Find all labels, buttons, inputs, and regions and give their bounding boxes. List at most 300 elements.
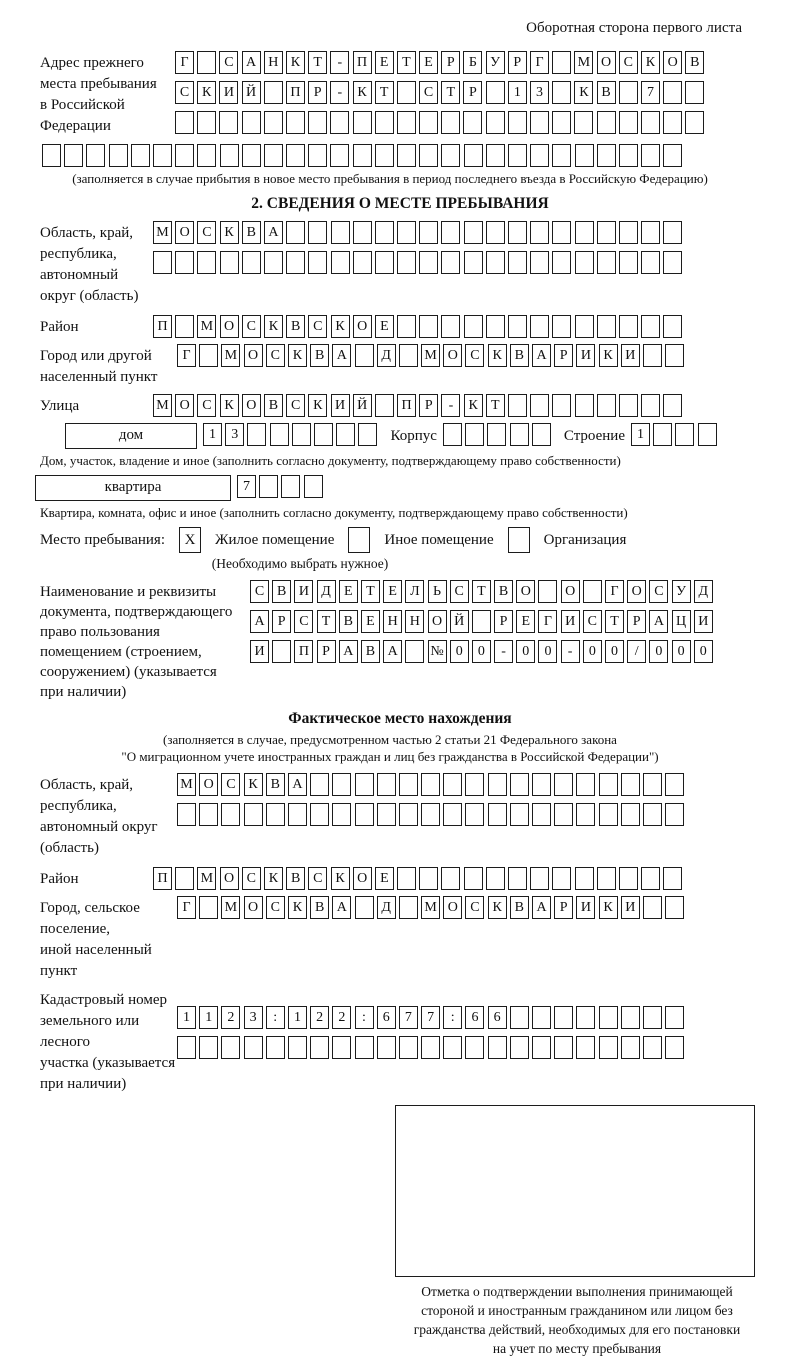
char-box[interactable] (375, 394, 394, 417)
char-box[interactable] (530, 221, 549, 244)
char-box[interactable] (330, 111, 349, 134)
char-box[interactable] (397, 251, 416, 274)
char-box[interactable]: А (250, 610, 269, 633)
char-box[interactable] (464, 867, 483, 890)
char-box[interactable]: О (175, 221, 194, 244)
char-box[interactable]: К (574, 81, 593, 104)
char-box[interactable] (353, 144, 372, 167)
char-box[interactable] (421, 1036, 440, 1059)
char-box[interactable] (575, 394, 594, 417)
char-box[interactable]: Г (175, 51, 194, 74)
char-box[interactable] (259, 475, 278, 498)
char-box[interactable] (175, 251, 194, 274)
char-box[interactable] (419, 251, 438, 274)
char-box[interactable]: В (339, 610, 358, 633)
char-box[interactable]: Д (377, 344, 396, 367)
char-box[interactable]: Ь (428, 580, 447, 603)
char-box[interactable]: К (599, 344, 618, 367)
char-box[interactable] (621, 1006, 640, 1029)
char-box[interactable]: 0 (472, 640, 491, 663)
char-box[interactable] (486, 251, 505, 274)
char-box[interactable]: И (621, 896, 640, 919)
char-box[interactable] (552, 144, 571, 167)
char-box[interactable]: В (272, 580, 291, 603)
char-box[interactable]: В (685, 51, 704, 74)
checkbox-organizatsiya[interactable] (508, 527, 530, 553)
char-box[interactable] (486, 221, 505, 244)
char-box[interactable] (197, 111, 216, 134)
char-box[interactable]: 1 (508, 81, 527, 104)
char-box[interactable]: О (244, 896, 263, 919)
char-box[interactable] (443, 1036, 462, 1059)
char-box[interactable] (264, 251, 283, 274)
char-box[interactable]: П (353, 51, 372, 74)
char-box[interactable] (510, 423, 529, 446)
char-box[interactable] (399, 803, 418, 826)
char-box[interactable]: В (286, 315, 305, 338)
char-box[interactable]: Н (264, 51, 283, 74)
char-box[interactable]: С (266, 344, 285, 367)
char-box[interactable] (574, 111, 593, 134)
char-box[interactable]: Е (375, 51, 394, 74)
char-box[interactable] (698, 423, 717, 446)
char-box[interactable]: 3 (244, 1006, 263, 1029)
char-box[interactable]: Р (317, 640, 336, 663)
char-box[interactable]: Р (494, 610, 513, 633)
char-box[interactable] (554, 803, 573, 826)
char-box[interactable]: Т (397, 51, 416, 74)
char-box[interactable]: С (219, 51, 238, 74)
char-box[interactable] (575, 221, 594, 244)
char-box[interactable]: Т (441, 81, 460, 104)
char-box[interactable] (355, 773, 374, 796)
char-box[interactable] (599, 803, 618, 826)
char-box[interactable] (331, 251, 350, 274)
char-box[interactable]: 6 (465, 1006, 484, 1029)
char-box[interactable] (643, 773, 662, 796)
char-box[interactable]: А (532, 896, 551, 919)
char-box[interactable]: 0 (583, 640, 602, 663)
char-box[interactable] (530, 315, 549, 338)
char-box[interactable] (472, 610, 491, 633)
char-box[interactable] (599, 1036, 618, 1059)
char-box[interactable]: М (221, 344, 240, 367)
char-box[interactable] (641, 251, 660, 274)
dom-field[interactable]: дом (65, 423, 197, 449)
char-box[interactable] (465, 1036, 484, 1059)
char-box[interactable]: 0 (605, 640, 624, 663)
char-box[interactable]: О (353, 867, 372, 890)
char-box[interactable] (464, 144, 483, 167)
char-box[interactable]: Н (405, 610, 424, 633)
char-box[interactable]: Д (694, 580, 713, 603)
char-box[interactable]: В (510, 896, 529, 919)
char-box[interactable] (199, 1036, 218, 1059)
char-box[interactable] (599, 1006, 618, 1029)
char-box[interactable]: Д (317, 580, 336, 603)
char-box[interactable]: К (264, 867, 283, 890)
char-box[interactable]: Т (361, 580, 380, 603)
char-box[interactable]: Е (375, 867, 394, 890)
char-box[interactable] (663, 111, 682, 134)
char-box[interactable] (281, 475, 300, 498)
char-box[interactable]: И (219, 81, 238, 104)
char-box[interactable] (397, 81, 416, 104)
char-box[interactable] (510, 1006, 529, 1029)
char-box[interactable] (419, 867, 438, 890)
char-box[interactable] (220, 144, 239, 167)
char-box[interactable] (336, 423, 355, 446)
char-box[interactable]: В (361, 640, 380, 663)
char-box[interactable] (665, 1006, 684, 1029)
char-box[interactable]: О (242, 394, 261, 417)
char-box[interactable] (486, 315, 505, 338)
char-box[interactable] (405, 640, 424, 663)
char-box[interactable] (441, 111, 460, 134)
char-box[interactable] (552, 251, 571, 274)
char-box[interactable] (310, 803, 329, 826)
char-box[interactable]: Г (605, 580, 624, 603)
char-box[interactable]: 7 (641, 81, 660, 104)
char-box[interactable] (443, 803, 462, 826)
char-box[interactable] (621, 1036, 640, 1059)
char-box[interactable]: К (353, 81, 372, 104)
char-box[interactable]: К (488, 344, 507, 367)
char-box[interactable]: У (486, 51, 505, 74)
char-box[interactable] (552, 315, 571, 338)
char-box[interactable] (177, 1036, 196, 1059)
char-box[interactable]: Р (554, 344, 573, 367)
char-box[interactable] (665, 773, 684, 796)
char-box[interactable]: П (153, 867, 172, 890)
char-box[interactable] (242, 111, 261, 134)
char-box[interactable]: М (153, 221, 172, 244)
char-box[interactable] (486, 111, 505, 134)
char-box[interactable] (643, 344, 662, 367)
char-box[interactable]: С (583, 610, 602, 633)
char-box[interactable] (199, 896, 218, 919)
char-box[interactable] (419, 315, 438, 338)
char-box[interactable]: - (330, 81, 349, 104)
char-box[interactable] (286, 144, 305, 167)
char-box[interactable] (175, 144, 194, 167)
char-box[interactable]: А (339, 640, 358, 663)
char-box[interactable] (486, 81, 505, 104)
char-box[interactable]: К (220, 221, 239, 244)
char-box[interactable] (397, 867, 416, 890)
char-box[interactable] (597, 315, 616, 338)
char-box[interactable] (530, 251, 549, 274)
char-box[interactable] (288, 803, 307, 826)
char-box[interactable]: № (428, 640, 447, 663)
char-box[interactable] (86, 144, 105, 167)
char-box[interactable]: Т (375, 81, 394, 104)
char-box[interactable]: Р (508, 51, 527, 74)
char-box[interactable] (641, 221, 660, 244)
char-box[interactable] (377, 1036, 396, 1059)
char-box[interactable]: 0 (516, 640, 535, 663)
char-box[interactable] (266, 803, 285, 826)
char-box[interactable] (508, 394, 527, 417)
char-box[interactable] (355, 896, 374, 919)
char-box[interactable] (597, 394, 616, 417)
char-box[interactable] (264, 81, 283, 104)
char-box[interactable] (538, 580, 557, 603)
char-box[interactable]: И (294, 580, 313, 603)
char-box[interactable]: Р (419, 394, 438, 417)
char-box[interactable] (486, 144, 505, 167)
char-box[interactable]: Е (375, 315, 394, 338)
char-box[interactable]: О (428, 610, 447, 633)
char-box[interactable] (314, 423, 333, 446)
char-box[interactable]: К (197, 81, 216, 104)
char-box[interactable] (199, 803, 218, 826)
char-box[interactable] (441, 251, 460, 274)
char-box[interactable] (197, 51, 216, 74)
char-box[interactable] (619, 144, 638, 167)
char-box[interactable] (552, 221, 571, 244)
char-box[interactable]: В (510, 344, 529, 367)
char-box[interactable] (421, 803, 440, 826)
char-box[interactable]: К (464, 394, 483, 417)
char-box[interactable]: С (450, 580, 469, 603)
char-box[interactable] (175, 315, 194, 338)
char-box[interactable]: Й (242, 81, 261, 104)
char-box[interactable] (353, 251, 372, 274)
char-box[interactable] (463, 111, 482, 134)
char-box[interactable] (685, 111, 704, 134)
char-box[interactable]: М (421, 896, 440, 919)
char-box[interactable]: Т (486, 394, 505, 417)
char-box[interactable]: С (197, 221, 216, 244)
char-box[interactable]: В (494, 580, 513, 603)
char-box[interactable]: У (672, 580, 691, 603)
char-box[interactable]: / (627, 640, 646, 663)
char-box[interactable] (308, 111, 327, 134)
char-box[interactable] (663, 144, 682, 167)
char-box[interactable]: К (488, 896, 507, 919)
char-box[interactable]: Г (538, 610, 557, 633)
char-box[interactable] (399, 773, 418, 796)
char-box[interactable]: 2 (221, 1006, 240, 1029)
char-box[interactable]: В (597, 81, 616, 104)
char-box[interactable]: Л (405, 580, 424, 603)
char-box[interactable]: А (649, 610, 668, 633)
char-box[interactable] (355, 1036, 374, 1059)
char-box[interactable] (619, 81, 638, 104)
char-box[interactable] (247, 423, 266, 446)
char-box[interactable]: В (242, 221, 261, 244)
char-box[interactable] (643, 1006, 662, 1029)
char-box[interactable] (663, 315, 682, 338)
char-box[interactable]: 7 (237, 475, 256, 498)
char-box[interactable] (576, 1006, 595, 1029)
char-box[interactable] (270, 423, 289, 446)
char-box[interactable] (575, 315, 594, 338)
char-box[interactable]: 7 (399, 1006, 418, 1029)
char-box[interactable] (441, 144, 460, 167)
char-box[interactable] (643, 1036, 662, 1059)
char-box[interactable]: Д (377, 896, 396, 919)
char-box[interactable] (419, 144, 438, 167)
char-box[interactable]: В (266, 773, 285, 796)
char-box[interactable]: 3 (225, 423, 244, 446)
char-box[interactable] (530, 394, 549, 417)
char-box[interactable] (508, 111, 527, 134)
char-box[interactable]: - (441, 394, 460, 417)
char-box[interactable]: П (294, 640, 313, 663)
char-box[interactable] (242, 144, 261, 167)
char-box[interactable]: 0 (450, 640, 469, 663)
char-box[interactable] (488, 803, 507, 826)
char-box[interactable]: С (286, 394, 305, 417)
char-box[interactable]: Р (554, 896, 573, 919)
char-box[interactable] (510, 803, 529, 826)
char-box[interactable] (641, 867, 660, 890)
char-box[interactable]: Т (605, 610, 624, 633)
char-box[interactable]: О (175, 394, 194, 417)
char-box[interactable]: - (330, 51, 349, 74)
char-box[interactable] (464, 315, 483, 338)
char-box[interactable] (552, 111, 571, 134)
char-box[interactable]: : (266, 1006, 285, 1029)
char-box[interactable] (465, 423, 484, 446)
char-box[interactable]: М (574, 51, 593, 74)
char-box[interactable]: А (264, 221, 283, 244)
char-box[interactable] (220, 251, 239, 274)
char-box[interactable]: М (197, 867, 216, 890)
char-box[interactable] (399, 896, 418, 919)
char-box[interactable]: К (288, 344, 307, 367)
char-box[interactable] (464, 221, 483, 244)
char-box[interactable] (576, 1036, 595, 1059)
char-box[interactable] (663, 867, 682, 890)
checkbox-zhiloe-pomeshchenie[interactable]: X (179, 527, 201, 553)
char-box[interactable]: К (264, 315, 283, 338)
char-box[interactable] (619, 394, 638, 417)
char-box[interactable] (443, 773, 462, 796)
char-box[interactable] (575, 867, 594, 890)
char-box[interactable] (641, 315, 660, 338)
char-box[interactable]: М (197, 315, 216, 338)
char-box[interactable] (242, 251, 261, 274)
char-box[interactable]: 1 (203, 423, 222, 446)
char-box[interactable] (175, 867, 194, 890)
char-box[interactable] (377, 773, 396, 796)
char-box[interactable] (575, 144, 594, 167)
char-box[interactable] (665, 803, 684, 826)
char-box[interactable] (153, 251, 172, 274)
char-box[interactable]: О (443, 344, 462, 367)
char-box[interactable]: И (576, 896, 595, 919)
char-box[interactable]: К (599, 896, 618, 919)
char-box[interactable] (399, 1036, 418, 1059)
char-box[interactable]: П (286, 81, 305, 104)
char-box[interactable] (421, 773, 440, 796)
char-box[interactable] (552, 394, 571, 417)
char-box[interactable]: С (294, 610, 313, 633)
char-box[interactable] (675, 423, 694, 446)
char-box[interactable] (221, 803, 240, 826)
char-box[interactable] (441, 315, 460, 338)
char-box[interactable]: Р (308, 81, 327, 104)
char-box[interactable] (264, 111, 283, 134)
char-box[interactable] (530, 867, 549, 890)
char-box[interactable] (355, 803, 374, 826)
char-box[interactable]: К (331, 315, 350, 338)
char-box[interactable]: С (250, 580, 269, 603)
char-box[interactable]: 0 (672, 640, 691, 663)
char-box[interactable]: - (494, 640, 513, 663)
char-box[interactable]: Г (177, 344, 196, 367)
char-box[interactable]: И (694, 610, 713, 633)
char-box[interactable]: П (153, 315, 172, 338)
char-box[interactable] (597, 144, 616, 167)
char-box[interactable] (441, 867, 460, 890)
char-box[interactable] (42, 144, 61, 167)
char-box[interactable]: Е (383, 580, 402, 603)
char-box[interactable] (554, 1036, 573, 1059)
char-box[interactable] (465, 773, 484, 796)
char-box[interactable] (665, 344, 684, 367)
char-box[interactable] (643, 803, 662, 826)
char-box[interactable] (332, 1036, 351, 1059)
char-box[interactable]: А (383, 640, 402, 663)
char-box[interactable] (375, 221, 394, 244)
char-box[interactable]: С (242, 315, 261, 338)
char-box[interactable] (109, 144, 128, 167)
char-box[interactable]: Р (463, 81, 482, 104)
char-box[interactable]: 0 (538, 640, 557, 663)
char-box[interactable] (308, 221, 327, 244)
char-box[interactable]: 6 (377, 1006, 396, 1029)
char-box[interactable] (508, 315, 527, 338)
char-box[interactable] (619, 867, 638, 890)
char-box[interactable]: О (516, 580, 535, 603)
char-box[interactable]: 1 (199, 1006, 218, 1029)
char-box[interactable] (619, 251, 638, 274)
char-box[interactable]: С (242, 867, 261, 890)
char-box[interactable]: Н (383, 610, 402, 633)
char-box[interactable] (308, 251, 327, 274)
char-box[interactable]: О (199, 773, 218, 796)
char-box[interactable] (530, 144, 549, 167)
char-box[interactable]: К (641, 51, 660, 74)
char-box[interactable] (375, 144, 394, 167)
char-box[interactable]: Е (361, 610, 380, 633)
char-box[interactable]: Р (627, 610, 646, 633)
char-box[interactable]: 2 (310, 1006, 329, 1029)
char-box[interactable] (288, 1036, 307, 1059)
char-box[interactable]: Р (272, 610, 291, 633)
char-box[interactable]: О (220, 315, 239, 338)
char-box[interactable] (177, 803, 196, 826)
char-box[interactable] (576, 773, 595, 796)
char-box[interactable]: Г (177, 896, 196, 919)
char-box[interactable]: О (244, 344, 263, 367)
char-box[interactable] (441, 221, 460, 244)
char-box[interactable] (465, 803, 484, 826)
checkbox-inoe-pomeshchenie[interactable] (348, 527, 370, 553)
char-box[interactable] (554, 1006, 573, 1029)
char-box[interactable] (332, 803, 351, 826)
char-box[interactable] (663, 81, 682, 104)
char-box[interactable] (532, 803, 551, 826)
char-box[interactable] (219, 111, 238, 134)
char-box[interactable]: Е (339, 580, 358, 603)
char-box[interactable] (619, 315, 638, 338)
char-box[interactable]: М (421, 344, 440, 367)
